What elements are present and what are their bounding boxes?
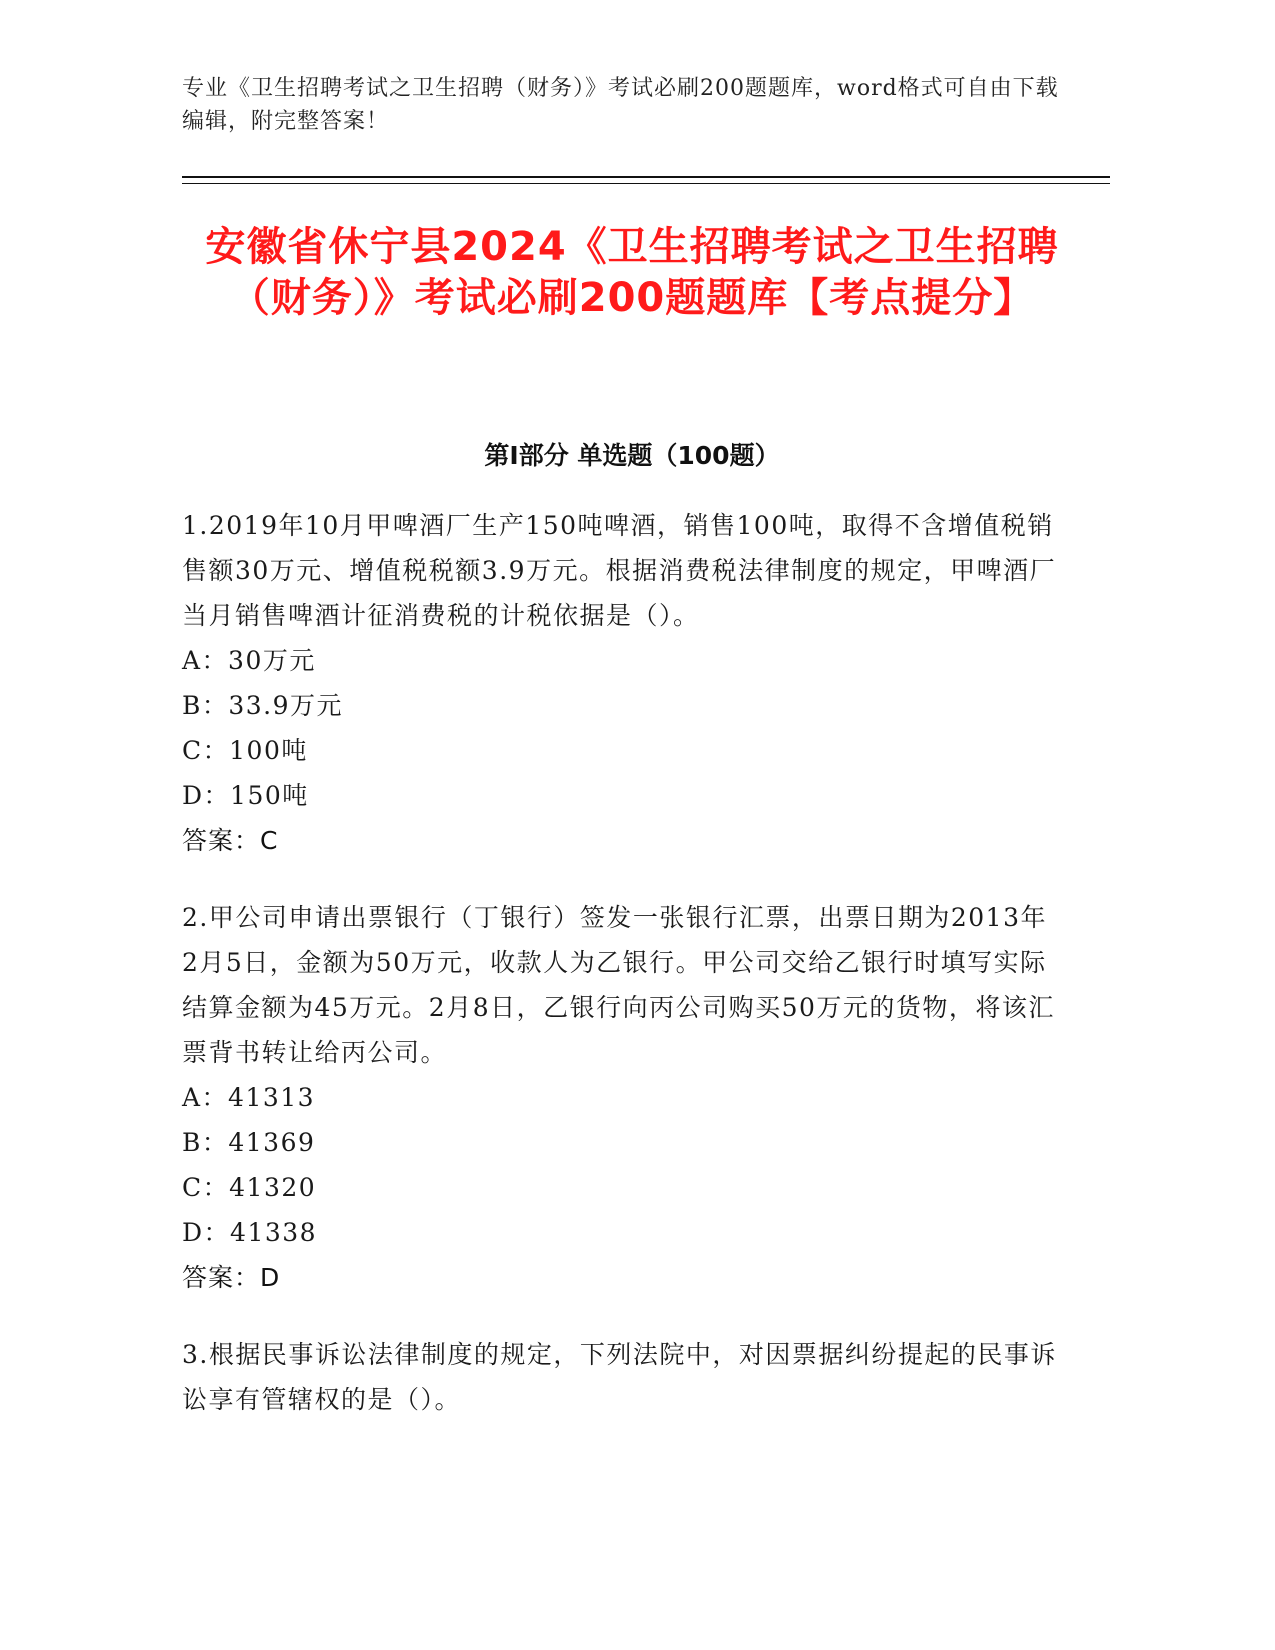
section-title: 第Ⅰ部分 单选题（100题） [484,441,780,470]
answer: 答案：C [182,826,279,855]
option-b: B：33.9万元 [182,691,344,720]
option-d: D：150吨 [182,781,309,810]
option-d: D：41338 [182,1218,318,1247]
question-3 [182,1332,1062,1422]
question-stem: 2.甲公司申请出票银行（丁银行）签发一张银行汇票，出票日期为2013年2月5日，金额为50万元，收款人为乙银行。甲公司交给乙银行时填写实际结算金额为45万元。2月8日，乙银行向丙公司购买50万元的货物，将该汇票背书转让给丙公司。 [182,903,1055,1067]
header-note: 专业《卫生招聘考试之卫生招聘（财务）》考试必刷200题题库，word格式可自由下载编辑，附完整答案！ [182,76,1059,134]
option-c: C：100吨 [182,736,308,765]
option-a: A：41313 [182,1083,316,1112]
header-divider-thin [182,183,1110,184]
question-1 [182,503,1062,863]
header-divider-thick [182,176,1110,178]
option-a: A：30万元 [182,646,316,675]
option-b: B：41369 [182,1128,316,1157]
question-stem: 1.2019年10月甲啤酒厂生产150吨啤酒，销售100吨，取得不含增值税销售额30万元、增值税税额3.9万元。根据消费税法律制度的规定，甲啤酒厂当月销售啤酒计征消费税的计税依据是（）。 [182,511,1057,630]
answer: 答案：D [182,1263,281,1292]
question-2 [182,895,1062,1300]
option-c: C：41320 [182,1173,317,1202]
document-title: 安徽省休宁县2024《卫生招聘考试之卫生招聘（财务）》考试必刷200题题库【考点提分】 [205,224,1059,321]
question-stem: 3.根据民事诉讼法律制度的规定，下列法院中，对因票据纠纷提起的民事诉讼享有管辖权的是（）。 [182,1340,1057,1414]
